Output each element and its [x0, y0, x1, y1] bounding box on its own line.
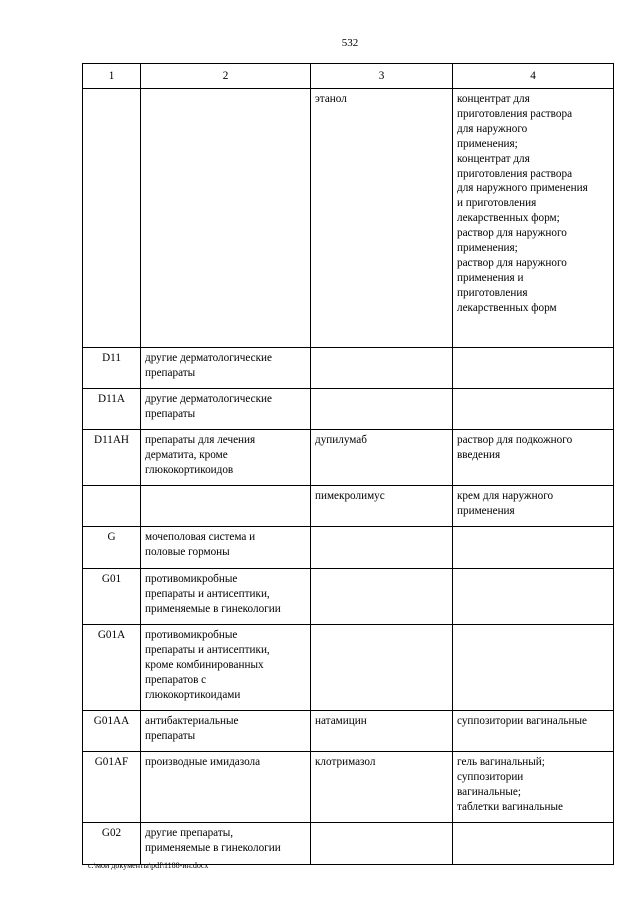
column-header-2: 2	[141, 64, 311, 89]
table-row	[83, 389, 614, 430]
table-row	[83, 711, 614, 752]
drug-name-cell	[311, 527, 453, 569]
dosage-form-cell	[453, 527, 614, 569]
table-row	[83, 625, 614, 711]
dosage-form-cell	[453, 348, 614, 389]
drug-name-cell: пимекролимус	[311, 486, 453, 527]
group-name-cell: противомикробные препараты и антисептики, кроме комбинированных препаратов с глюкокортикоидами	[141, 625, 311, 711]
group-name-cell	[141, 89, 311, 348]
drug-name-cell	[311, 823, 453, 865]
atc-code-cell	[83, 89, 141, 348]
table-row	[83, 752, 614, 823]
dosage-form-cell: гель вагинальный; суппозитории вагинальные; таблетки вагинальные	[453, 752, 614, 823]
atc-code-cell: G02	[83, 823, 141, 865]
dosage-form-cell	[453, 389, 614, 430]
atc-code-cell: D11	[83, 348, 141, 389]
group-name-cell: мочеполовая система и половые гормоны	[141, 527, 311, 569]
drug-table	[82, 63, 614, 865]
atc-code-cell: D11A	[83, 389, 141, 430]
dosage-form-cell	[453, 823, 614, 865]
group-name-cell: другие дерматологические препараты	[141, 389, 311, 430]
atc-code-cell: D11AH	[83, 430, 141, 486]
group-name-cell: противомикробные препараты и антисептики, применяемые в гинекологии	[141, 569, 311, 625]
table-row	[83, 569, 614, 625]
table-row	[83, 430, 614, 486]
table-row	[83, 89, 614, 348]
column-header-4: 4	[453, 64, 614, 89]
dosage-form-cell: раствор для подкожного введения	[453, 430, 614, 486]
drug-name-cell	[311, 625, 453, 711]
group-name-cell: препараты для лечения дерматита, кроме глюкокортикоидов	[141, 430, 311, 486]
atc-code-cell: G01A	[83, 625, 141, 711]
table-row	[83, 348, 614, 389]
drug-name-cell	[311, 569, 453, 625]
column-header-1: 1	[83, 64, 141, 89]
table-row	[83, 527, 614, 569]
atc-code-cell: G01AA	[83, 711, 141, 752]
atc-code-cell: G01	[83, 569, 141, 625]
dosage-form-cell: концентрат для приготовления раствора для наружного применения; концентрат для приготовления раствора для наружного применения и приготовления лекарственных форм; раствор для наружного применения; раствор для наружного применения и приготовления лекарственных форм	[453, 89, 614, 348]
group-name-cell: другие дерматологические препараты	[141, 348, 311, 389]
drug-name-cell	[311, 389, 453, 430]
dosage-form-cell: крем для наружного применения	[453, 486, 614, 527]
dosage-form-cell: суппозитории вагинальные	[453, 711, 614, 752]
atc-code-cell: G01AF	[83, 752, 141, 823]
column-header-3: 3	[311, 64, 453, 89]
drug-name-cell: дупилумаб	[311, 430, 453, 486]
table-row	[83, 486, 614, 527]
page-number: 532	[341, 37, 359, 49]
dosage-form-cell	[453, 625, 614, 711]
group-name-cell: антибактериальные препараты	[141, 711, 311, 752]
atc-code-cell	[83, 486, 141, 527]
group-name-cell	[141, 486, 311, 527]
atc-code-cell: G	[83, 527, 141, 569]
dosage-form-cell	[453, 569, 614, 625]
file-path-footer: c:\мои документы\pdf\1188-ин.docx	[88, 861, 209, 870]
group-name-cell: другие препараты, применяемые в гинекологии	[141, 823, 311, 865]
drug-name-cell: клотримазол	[311, 752, 453, 823]
table-row	[83, 823, 614, 865]
drug-name-cell: этанол	[311, 89, 453, 348]
group-name-cell: производные имидазола	[141, 752, 311, 823]
table-header-row	[83, 64, 614, 89]
drug-name-cell	[311, 348, 453, 389]
drug-name-cell: натамицин	[311, 711, 453, 752]
